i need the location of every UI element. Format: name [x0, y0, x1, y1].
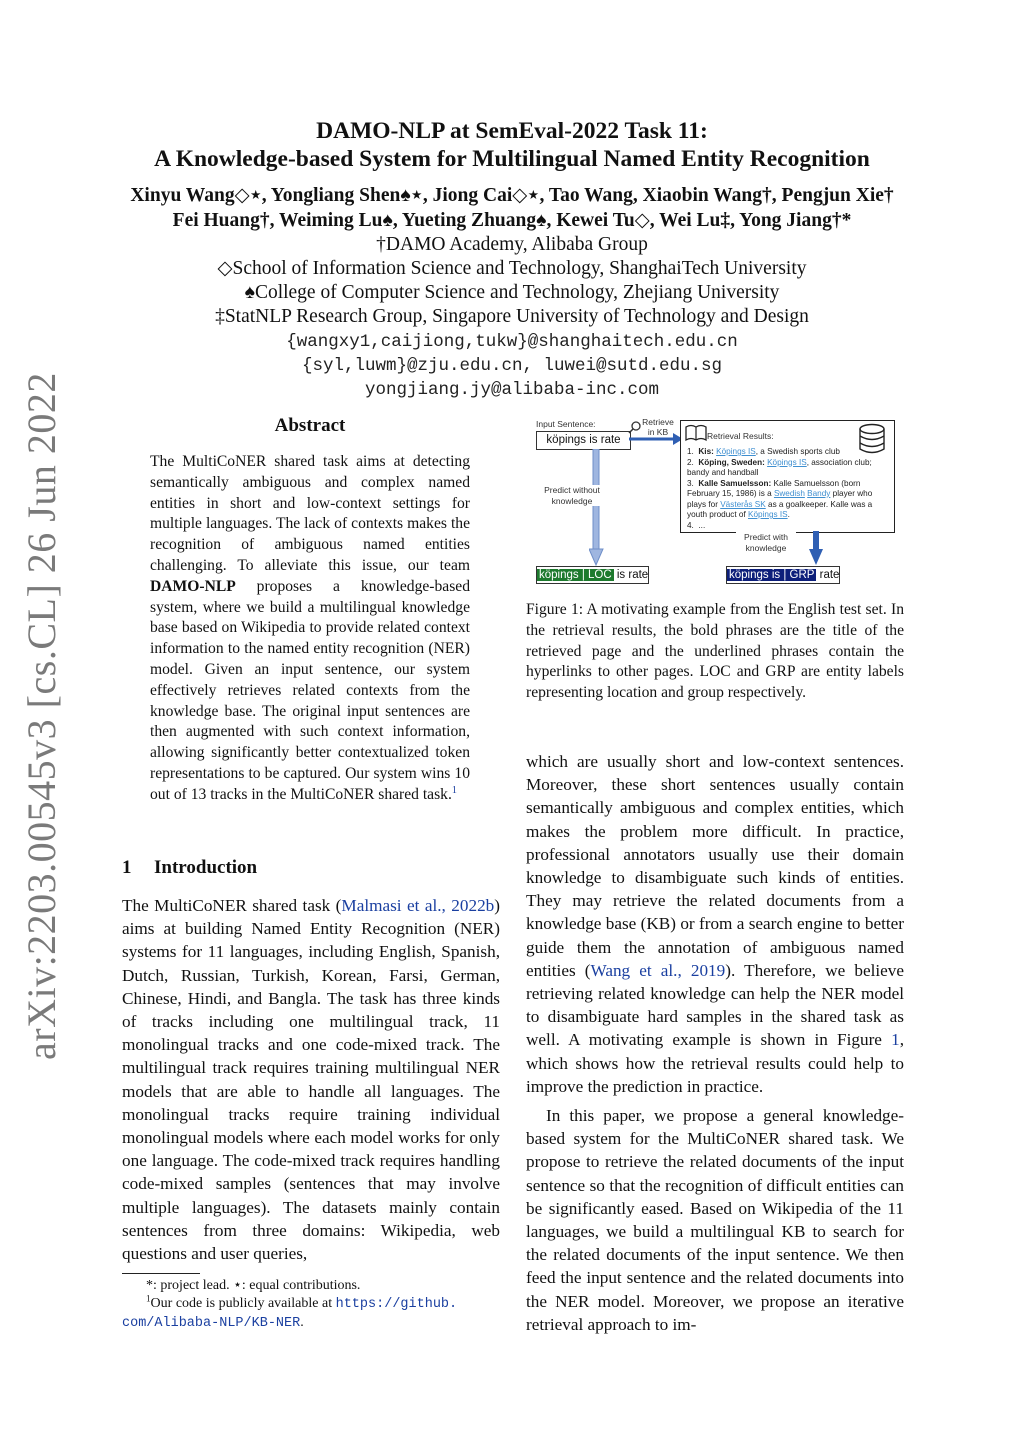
result-2: 2. Köping, Sweden: Köpings IS, association club; bandy and handball: [687, 457, 872, 477]
github-link-cont[interactable]: com/Alibaba-NLP/KB-NER: [122, 1316, 301, 1331]
result-3-title: Kalle Samuelsson:: [698, 478, 772, 488]
retrieve-arrow: [629, 432, 684, 446]
right-column-text: [526, 750, 904, 1336]
retrieval-results-box: [680, 420, 895, 533]
intro-paragraph: [122, 894, 500, 1265]
result-3-text-c: as a goalkeeper. Kalle was a youth product of: [687, 499, 873, 519]
result-2-text: , association club; bandy and handball: [687, 457, 872, 477]
result-3-link-kopings[interactable]: Köpings IS: [748, 510, 788, 519]
output-left-rest: is rate: [613, 569, 649, 581]
affiliation-shanghaitech: ◇School of Information Science and Technology, ShanghaiTech University: [217, 258, 807, 279]
section-title: Introduction: [154, 857, 258, 878]
predict-with-arrow: [809, 531, 825, 567]
predict-without-arrow: [589, 449, 605, 567]
output-without-knowledge: [536, 566, 649, 584]
result-3-text-b: player who plays for: [687, 489, 873, 509]
book-icon: [685, 424, 707, 442]
team-name: DAMO-NLP: [150, 577, 236, 595]
result-3-text-d: .: [787, 510, 790, 519]
section-number: 1: [122, 857, 132, 878]
email-line-3: yongjiang.jy@alibaba-inc.com: [364, 380, 660, 400]
result-4: 4. ...: [687, 520, 706, 530]
citation-wang[interactable]: Wang et al., 2019: [590, 960, 726, 980]
intro-text: The MultiCoNER shared task (: [122, 896, 342, 915]
result-2-title: Köping, Sweden:: [698, 457, 765, 467]
abstract-text: The MultiCoNER shared task aims at detecting semantically ambiguous and complex named entities in short and low-context settings for multiple languages. The lack of contexts makes the recognition of ambiguous named entities challenging. To alleviate this issue, our team: [150, 453, 470, 574]
footnotes: *: project lead. ⋆: equal contributions. $^1$Our code is publicly available at https://github. com/Alibaba-NLP/KB-NER.: [122, 1277, 504, 1333]
section-heading-introduction: [122, 857, 257, 879]
figure-ref-1[interactable]: 1: [891, 1030, 900, 1050]
right-paragraph-1: [526, 750, 904, 1098]
predict-with-label: Predict with knowledge: [736, 532, 796, 553]
arxiv-side-stamp: arXiv:2203.00545v3 [cs.CL] 26 Jun 2022: [19, 372, 64, 1060]
result-3-link-bandy[interactable]: Bandy: [807, 489, 831, 498]
right-p1-text-b: ). Therefore, we believe retrieving related knowledge can help the NER model to disambiguate hard samples in the shared task as well. A motivating example is shown in Figure: [526, 960, 904, 1050]
email-line-1: {wangxy1,caijiong,tukw}@shanghaitech.edu.cn: [286, 332, 738, 352]
affiliation-damo: †DAMO Academy, Alibaba Group: [376, 234, 648, 255]
output-right-rest: rate: [816, 569, 840, 581]
loc-entity-label: köpings | LOC: [539, 569, 612, 581]
retrieve-label: Retrieve in KB: [642, 417, 674, 437]
predict-without-label: Predict without knowledge: [544, 485, 600, 506]
output-with-knowledge: [726, 566, 840, 584]
footnote-mark: 1: [146, 1293, 151, 1304]
abstract-body: [150, 452, 470, 806]
affiliation-zju: ♠College of Computer Science and Technology, Zhejiang University: [244, 282, 780, 303]
authors-line-2: Fei Huang†, Weiming Lu♠, Yueting Zhuang♠, Kewei Tu◇, Wei Lu‡, Yong Jiang†*: [172, 210, 852, 231]
input-sentence-label: Input Sentence:: [536, 419, 596, 429]
footnote-project-lead: *: project lead. ⋆: equal contributions.: [146, 1278, 361, 1293]
result-1: 1. Kis: Köpings IS, a Swedish sports club: [687, 447, 840, 456]
input-sentence-box: köpings is rate: [536, 431, 631, 450]
citation-malmasi[interactable]: Malmasi et al., 2022b: [341, 896, 495, 915]
abstract-heading: Abstract: [274, 415, 346, 436]
result-3: 3. Kalle Samuelsson: Kalle Samuelsson (born February 15, 1986) is a Swedish Bandy player who plays for Västerås SK as a goalkeeper. Kalle was a youth product of Köpings IS.: [687, 478, 873, 519]
result-3-link-swedish[interactable]: Swedish: [773, 489, 805, 498]
right-paragraph-2: In this paper, we propose a general knowledge-based system for the MultiCoNER shared task. We propose to retrieve the related documents of the input sentence so that the recognition of difficult entities can be significantly eased. Based on Wikipedia of the 11 languages, we build a multilingual KB to search for the related documents of the input sentence. We then feed the input sentence and the related documents into the NER model. Moreover, we propose an iterative retrieval approach to im-: [526, 1106, 904, 1334]
footnote-ref[interactable]: 1: [451, 784, 457, 796]
retrieval-results-list: [687, 447, 889, 531]
affiliation-sutd: ‡StatNLP Research Group, Singapore University of Technology and Design: [215, 306, 809, 327]
retrieval-results-label: Retrieval Results:: [707, 431, 774, 441]
abstract-text-cont: proposes a knowledge-based system, where we build a multilingual knowledge base based on Wikipedia to provide related context information to the named entity recognition (NER) model. Given an input sentence, our system effectively retrieves related contexts from the knowledge base. The original input sentences are then augmented with such context information, allowing significantly better contextualized token representations to be captured. Our system wins 10 out of 13 tracks in the MultiCoNER shared task.: [150, 577, 470, 803]
github-link[interactable]: https://github.: [335, 1297, 458, 1312]
result-1-title: Kis:: [698, 447, 714, 456]
grp-entity-label: köpings is | GRP: [729, 569, 815, 581]
paper-title-line-1: DAMO-NLP at SemEval-2022 Task 11:: [316, 118, 708, 144]
footnote-code-text: Our code is publicly available at: [150, 1296, 336, 1311]
figure-1-caption: Figure 1: A motivating example from the English test set. In the retrieval results, the bold phrases are the title of the retrieved page and the underlined phrases contain the hyperlinks to other pages. LOC and GRP are entity labels representing location and group respectively.: [526, 601, 904, 702]
footnote-rule: [122, 1273, 200, 1274]
result-4-ellipsis: ...: [698, 520, 706, 530]
result-1-link[interactable]: Köpings IS: [716, 447, 756, 456]
figure-1: [530, 416, 908, 586]
result-3-text-a: Kalle Samuelsson (born February 15, 1986) is a: [687, 478, 861, 498]
email-line-2: {syl,luwm}@zju.edu.cn, luwei@sutd.edu.sg: [301, 356, 723, 376]
right-p1-text-c: , which shows how the retrieval results could help to improve the prediction in practice.: [526, 1030, 904, 1096]
result-2-link[interactable]: Köpings IS: [767, 457, 807, 467]
result-1-text: , a Swedish sports club: [755, 447, 840, 456]
right-p1-text: which are usually short and low-context sentences. Moreover, these short sentences usually contain semantically ambiguous and complex entities, which makes the problem more difficult. In practice, professional annotators usually use their domain knowledge to disambiguate such kinds of entities. They may retrieve the related documents from a knowledge base (KB) or from a search engine to better guide them the annotation of ambiguous named entities (: [526, 752, 904, 980]
footnote-code: [122, 1295, 504, 1314]
result-3-link-vasteras[interactable]: Västerås SK: [720, 499, 766, 509]
authors-line-1: Xinyu Wang◇⋆, Yongliang Shen♠⋆, Jiong Cai◇⋆, Tao Wang, Xiaobin Wang†, Pengjun Xie†: [130, 185, 894, 206]
paper-title-line-2: A Knowledge-based System for Multilingual Named Entity Recognition: [154, 146, 870, 172]
intro-text-cont: ) aims at building Named Entity Recognition (NER) systems for 11 languages, including English, Spanish, Dutch, Russian, Turkish, Korean, Farsi, German, Chinese, Hindi, and Bangla. The task has three kinds of tracks including one multilingual track, 11 monolingual tracks and one code-mixed track. The multilingual track requires training multilingual NER models that are able to handle all languages. The monolingual tracks require training individual monolingual models where each model works for only one language. The code-mixed track requires handling code-mixed samples (sentences that may involve multiple languages). The datasets mainly contain sentences from three domains: Wikipedia, web questions and user queries,: [122, 896, 500, 1264]
